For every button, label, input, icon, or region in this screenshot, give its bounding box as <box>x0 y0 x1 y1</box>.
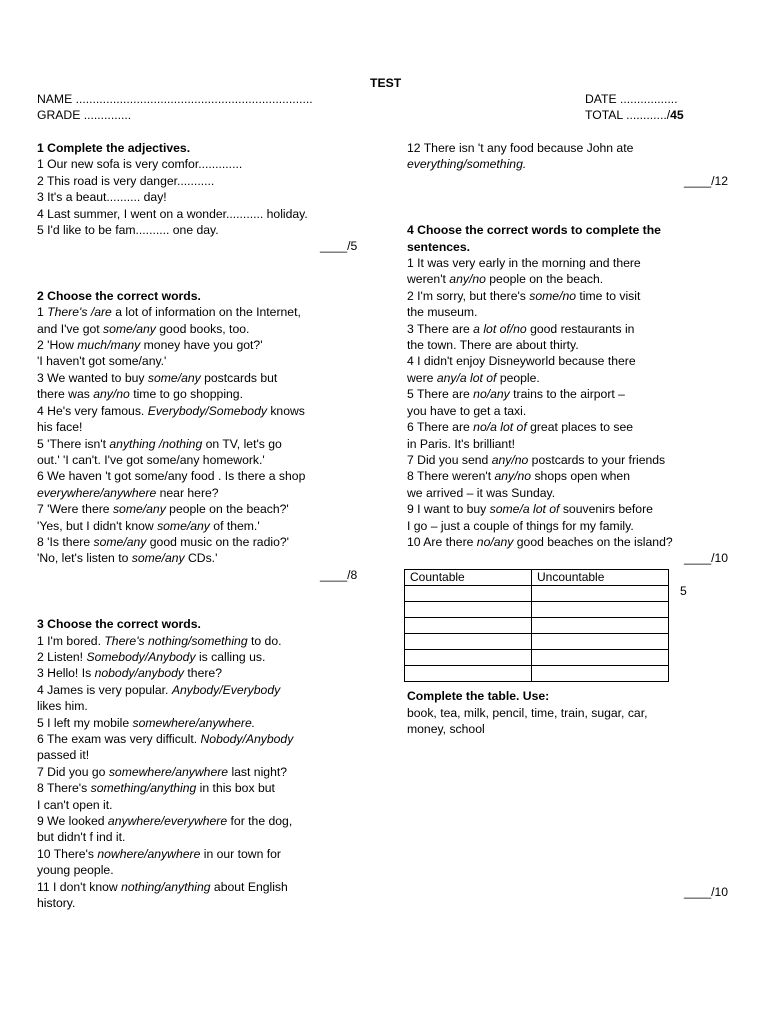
countable-cell[interactable] <box>405 650 532 666</box>
option-choice[interactable]: Everybody/Somebody <box>147 403 267 418</box>
option-choice[interactable]: There's nothing/something <box>104 633 248 648</box>
list-item <box>37 649 357 665</box>
item-text: 3 We wanted to buy <box>37 370 148 385</box>
table-row <box>405 650 669 666</box>
list-item <box>37 731 357 747</box>
table-header-row <box>405 570 669 586</box>
list-item <box>37 485 357 501</box>
option-choice[interactable]: any/no <box>449 272 486 287</box>
item-text: 'No, let's listen to <box>37 551 132 566</box>
option-choice[interactable]: There's /are <box>47 305 112 320</box>
section5-words-1: book, tea, milk, pencil, time, train, sugar, car, <box>407 706 648 720</box>
test-title: TEST <box>370 76 402 90</box>
list-item <box>37 337 357 353</box>
item-text: in Paris. It's brilliant! <box>407 436 515 451</box>
option-choice[interactable]: a lot of/no <box>473 321 527 336</box>
total-label: TOTAL ............/ <box>585 108 671 122</box>
option-choice[interactable]: some/any <box>93 534 147 549</box>
item-text: out.' 'I can't. I've got some/any homework.' <box>37 452 265 467</box>
list-item <box>407 156 707 172</box>
list-item <box>37 321 357 337</box>
section1-score[interactable]: ____/5 <box>320 239 358 254</box>
section4-title: 4 Choose the correct words to complete the <box>407 223 661 238</box>
section1-title: 1 Complete the adjectives. <box>37 141 191 155</box>
item-text: 1 <box>37 305 48 320</box>
list-item <box>407 518 707 534</box>
countable-cell[interactable] <box>405 634 532 650</box>
option-choice[interactable]: any/no <box>494 469 532 484</box>
list-item <box>407 255 707 271</box>
list-item: 1 Our new sofa is very comfor............. <box>37 157 243 172</box>
item-text: 'I haven't got some/any.' <box>37 354 167 369</box>
item-text: CDs.' <box>184 551 218 566</box>
item-text: 12 There isn 't any food because John ate <box>407 141 634 155</box>
option-choice[interactable]: something/anything <box>90 781 197 796</box>
list-item <box>37 682 357 698</box>
list-item <box>407 403 707 419</box>
list-item <box>407 419 707 435</box>
list-item: 4 Last summer, I went on a wonder........... holiday. <box>37 206 308 221</box>
item-text: but didn't f ind it. <box>37 830 126 845</box>
section2-items <box>37 304 357 567</box>
item-text: knows <box>266 403 305 418</box>
countable-cell[interactable] <box>405 602 532 618</box>
item-text: 4 I didn't enjoy Disneyworld because there <box>407 354 636 369</box>
list-item <box>37 501 357 517</box>
item-text: weren't <box>407 272 450 287</box>
item-text: his face! <box>37 420 83 435</box>
item-text: last night? <box>228 764 288 779</box>
list-item <box>37 747 357 763</box>
item-text: time to visit <box>576 288 641 303</box>
list-item <box>37 468 357 484</box>
list-item <box>407 140 707 156</box>
item-text: 5 There are <box>407 387 474 402</box>
section5-points: 5 <box>680 584 687 598</box>
item-text: 6 The exam was very difficult. <box>37 732 201 746</box>
item-text: passed it! <box>37 748 90 763</box>
item-text: 11 I don't know <box>37 879 122 894</box>
item-text: time to go shopping. <box>129 387 243 402</box>
list-item <box>37 665 357 681</box>
option-choice[interactable]: any/a lot of <box>436 370 497 385</box>
table-row <box>405 618 669 634</box>
item-text: 6 We haven 't got some/any food . Is there a shop <box>37 469 306 484</box>
item-text: 1 It was very early in the morning and there <box>407 256 641 271</box>
section1-items <box>37 156 357 238</box>
list-item <box>37 698 357 714</box>
item-text: I can't open it. <box>37 797 113 812</box>
section3-items <box>37 633 357 912</box>
option-choice[interactable]: Somebody/Anybody <box>86 649 196 664</box>
item-text: a lot of information on the Internet, <box>111 305 301 320</box>
uncountable-cell[interactable] <box>532 586 669 602</box>
item-text: in this box but <box>196 781 275 796</box>
item-text: to do. <box>247 633 282 648</box>
item-text: postcards but <box>200 370 278 385</box>
option-choice[interactable]: some/any <box>131 551 185 566</box>
item-text: 2 I'm sorry, but there's <box>407 288 530 303</box>
option-choice[interactable]: no/any <box>473 387 510 402</box>
item-text: of them.' <box>209 518 260 533</box>
option-choice[interactable]: anywhere/everywhere <box>107 814 228 829</box>
item-text: trains to the airport – <box>509 387 625 402</box>
table-row <box>405 602 669 618</box>
list-item <box>37 797 357 813</box>
list-item <box>407 501 707 517</box>
list-item <box>407 304 707 320</box>
item-text: good restaurants in <box>526 321 635 336</box>
option-choice[interactable]: some/any <box>112 502 166 517</box>
item-text: 2 Listen! <box>37 649 87 664</box>
item-text: young people. <box>37 863 114 878</box>
section4-score[interactable]: ____/10 <box>684 551 729 566</box>
item-text: 9 We looked <box>37 814 108 829</box>
list-item <box>37 419 357 435</box>
list-item <box>407 288 707 304</box>
countable-cell[interactable] <box>405 666 532 682</box>
list-item <box>407 386 707 402</box>
item-text: shops open when <box>531 469 630 484</box>
list-item <box>37 452 357 468</box>
section3-title: 3 Choose the correct words. <box>37 617 201 632</box>
list-item <box>407 271 707 287</box>
total-value: 45 <box>670 108 684 122</box>
item-text: 10 There's <box>37 846 98 861</box>
list-item <box>407 436 707 452</box>
list-item <box>37 715 357 731</box>
section3-items-continued <box>407 140 707 173</box>
countable-table <box>404 569 669 682</box>
list-item <box>407 534 707 550</box>
list-item <box>37 534 357 550</box>
item-text: 7 Did you go <box>37 764 109 779</box>
option-choice[interactable]: some/no <box>529 288 577 303</box>
option-choice[interactable]: Anybody/Everybody <box>171 682 281 697</box>
item-text: 5 I left my mobile <box>37 715 133 730</box>
item-text: you have to get a taxi. <box>407 403 527 418</box>
section4-items <box>407 255 707 550</box>
option-choice[interactable]: any/no <box>93 387 130 402</box>
countable-cell[interactable] <box>405 586 532 602</box>
list-item <box>407 452 707 468</box>
list-item: 5 I'd like to be fam.......... one day. <box>37 223 219 238</box>
item-text: is calling us. <box>195 649 266 664</box>
item-text: 8 There weren't <box>407 469 495 484</box>
uncountable-cell[interactable] <box>532 634 669 650</box>
item-text: we arrived – it was Sunday. <box>407 485 556 500</box>
list-item <box>37 633 357 649</box>
item-text: money have you got?' <box>140 338 263 353</box>
item-text: about English <box>210 879 288 894</box>
list-item <box>37 518 357 534</box>
table-row <box>405 586 669 602</box>
section2-score[interactable]: ____/8 <box>320 567 358 582</box>
section4-title-2: sentences. <box>407 239 471 254</box>
total-field[interactable] <box>585 107 684 123</box>
item-text: 5 'There isn't <box>37 436 110 451</box>
option-choice[interactable]: some/any <box>157 518 210 533</box>
grade-field[interactable]: GRADE .............. <box>37 108 132 122</box>
list-item <box>407 353 707 369</box>
countable-header: Countable <box>405 570 532 586</box>
item-text: postcards to your friends <box>528 452 666 467</box>
list-item <box>37 764 357 780</box>
uncountable-cell[interactable] <box>532 602 669 618</box>
item-text: 3 Hello! Is <box>37 666 95 681</box>
table-row <box>405 634 669 650</box>
option-choice[interactable]: nothing/anything <box>121 879 211 894</box>
item-text: 2 'How <box>37 338 78 353</box>
list-item <box>407 337 707 353</box>
right-column <box>407 140 729 567</box>
item-text: good books, too. <box>155 321 250 336</box>
item-text: 'Yes, but I didn't know <box>37 518 158 533</box>
option-choice[interactable]: any/no <box>491 452 529 467</box>
option-choice[interactable]: everywhere/anywhere <box>37 485 157 500</box>
item-text: people. <box>496 370 540 385</box>
list-item <box>37 813 357 829</box>
option-choice[interactable]: some/any <box>103 321 156 336</box>
list-item <box>407 485 707 501</box>
list-item <box>37 846 357 862</box>
list-item <box>407 321 707 337</box>
left-column <box>37 140 357 911</box>
countable-cell[interactable] <box>405 618 532 634</box>
item-text: were <box>407 370 437 385</box>
list-item <box>37 879 357 895</box>
section5-words-2: money, school <box>407 722 485 736</box>
list-item <box>37 780 357 796</box>
list-item <box>37 436 357 452</box>
item-text: good beaches on the island? <box>513 534 673 549</box>
list-item: 3 It's a beaut.......... day! <box>37 190 167 205</box>
item-text: for the dog, <box>227 814 293 829</box>
section5-score[interactable]: ____/10 <box>684 885 729 899</box>
item-text: the museum. <box>407 305 478 320</box>
list-item <box>37 550 357 566</box>
item-text: great places to see <box>526 420 634 435</box>
item-text: souvenirs before <box>559 502 653 517</box>
list-item <box>407 370 707 386</box>
list-item <box>37 304 357 320</box>
list-item: 2 This road is very danger........... <box>37 173 215 188</box>
table-row <box>405 666 669 682</box>
item-text: people on the beach. <box>485 272 604 287</box>
item-text: there? <box>184 666 222 681</box>
list-item <box>37 370 357 386</box>
item-text: there was <box>37 387 94 402</box>
item-text: 7 Did you send <box>407 452 492 467</box>
item-text: I go – just a couple of things for my family. <box>407 518 634 533</box>
option-choice[interactable]: some/a lot of <box>489 502 560 517</box>
item-text: 10 Are there <box>407 534 477 549</box>
list-item <box>37 895 357 911</box>
item-text: the town. There are about thirty. <box>407 338 579 353</box>
item-text: good music on the radio?' <box>146 534 289 549</box>
item-text: 9 I want to buy <box>407 502 490 517</box>
list-item <box>37 862 357 878</box>
option-choice[interactable]: nowhere/anywhere <box>97 846 201 861</box>
option-choice[interactable]: everything/something. <box>407 157 527 172</box>
uncountable-header: Uncountable <box>532 570 669 586</box>
option-choice[interactable]: nobody/anybody <box>94 666 185 681</box>
name-field[interactable]: NAME ...................................................................... <box>37 92 313 106</box>
option-choice[interactable]: much/many <box>77 338 141 353</box>
item-text: 1 I'm bored. <box>37 633 105 648</box>
option-choice[interactable]: Nobody/Anybody <box>200 732 294 746</box>
list-item <box>37 353 357 369</box>
option-choice[interactable]: some/any <box>147 370 201 385</box>
item-text: near here? <box>156 485 219 500</box>
item-text: 3 There are <box>407 321 474 336</box>
list-item <box>407 468 707 484</box>
section5-instruction: Complete the table. Use: <box>407 689 550 703</box>
list-item <box>37 829 357 845</box>
list-item <box>37 386 357 402</box>
item-text: 7 'Were there <box>37 502 113 517</box>
uncountable-cell[interactable] <box>532 618 669 634</box>
item-text: history. <box>37 896 76 911</box>
option-choice[interactable]: anything /nothing <box>109 436 203 451</box>
list-item <box>37 403 357 419</box>
uncountable-cell[interactable] <box>532 650 669 666</box>
option-choice[interactable]: no/any <box>476 534 514 549</box>
section2-title: 2 Choose the correct words. <box>37 288 201 303</box>
item-text: 4 James is very popular. <box>37 682 172 697</box>
item-text: 4 He's very famous. <box>37 403 148 418</box>
item-text: and I've got <box>37 321 104 336</box>
option-choice[interactable]: somewhere/anywhere. <box>132 715 256 730</box>
option-choice[interactable]: no/a lot of <box>473 420 527 435</box>
item-text: 8 'Is there <box>37 534 94 549</box>
uncountable-cell[interactable] <box>532 666 669 682</box>
date-field[interactable]: DATE ................. <box>585 92 678 106</box>
item-text: people on the beach?' <box>165 502 289 517</box>
item-text: 6 There are <box>407 420 474 435</box>
section3-score-12[interactable]: ____/12 <box>684 173 729 188</box>
item-text: 8 There's <box>37 781 91 796</box>
item-text: likes him. <box>37 699 88 714</box>
item-text: on TV, let's go <box>202 436 282 451</box>
option-choice[interactable]: somewhere/anywhere <box>108 764 229 779</box>
item-text: in our town for <box>200 846 281 861</box>
